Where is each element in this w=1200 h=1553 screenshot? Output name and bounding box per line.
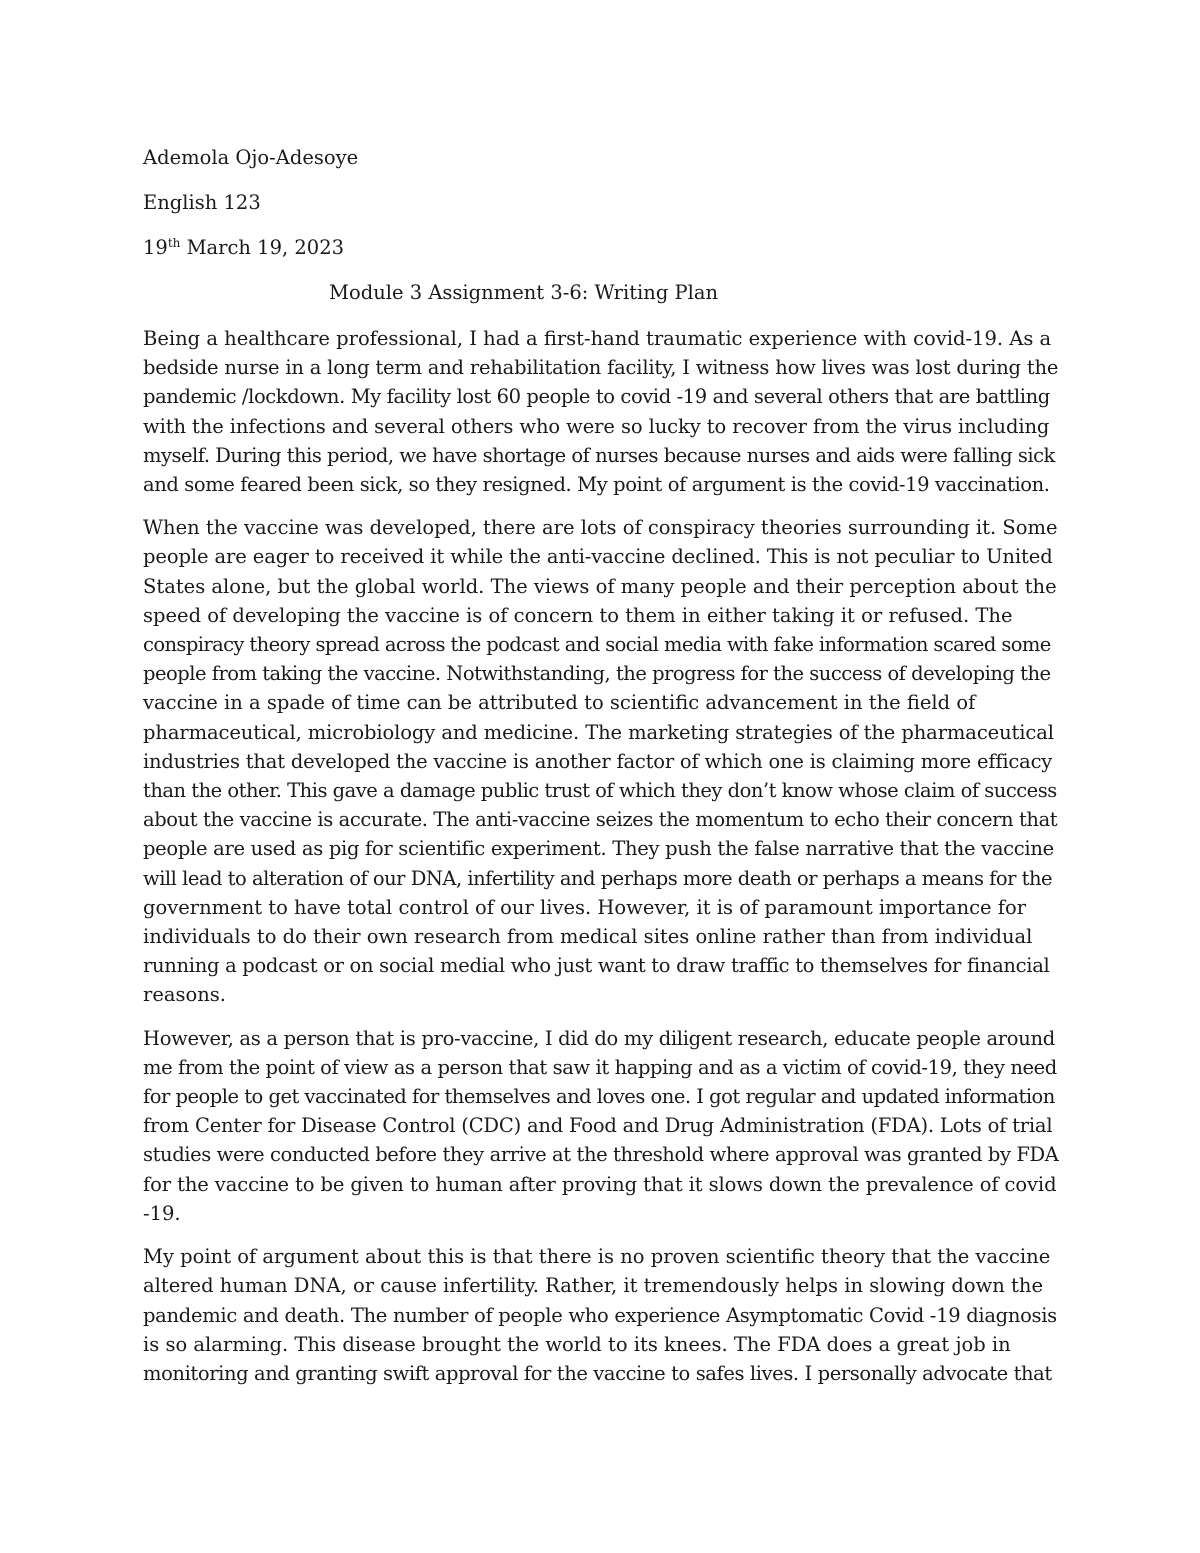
text-line: from Center for Disease Control (CDC) and Food and Drug Administration (FDA). Lots of trial (143, 1114, 1053, 1138)
text-line: pharmaceutical, microbiology and medicine. The marketing strategies of the pharmaceutical (143, 720, 1054, 744)
text-line: reasons. (143, 983, 226, 1007)
text-line: people are eager to received it while the anti-vaccine declined. This is not peculiar to United (143, 545, 1053, 569)
paragraphs (143, 324, 1058, 1388)
text-line: vaccine in a spade of time can be attributed to scientific advancement in the field of (143, 691, 976, 715)
date-rest: March 19, 2023 (180, 236, 345, 259)
document-title: Module 3 Assignment 3-6: Writing Plan (329, 281, 719, 304)
text-line: speed of developing the vaccine is of concern to them in either taking it or refused. The (143, 603, 1013, 627)
text-line: Being a healthcare professional, I had a first-hand traumatic experience with covid-19. As a (143, 327, 1052, 350)
text-line: individuals to do their own research from medical sites online rather than from individual (143, 925, 1033, 949)
paragraph-4 (143, 1242, 1058, 1388)
date-suffix: th (167, 236, 181, 250)
text-line: When the vaccine was developed, there are lots of conspiracy theories surrounding it. Some (143, 516, 1058, 540)
text-line: -19. (143, 1201, 181, 1225)
text-line: conspiracy theory spread across the podcast and social media with fake information scared some (143, 633, 1051, 657)
text-line: industries that developed the vaccine is another factor of which one is claiming more efficacy (143, 749, 1053, 773)
text-line: than the other. This gave a damage public trust of which they don’t know whose claim of success (143, 779, 1057, 803)
text-line: and some feared been sick, so they resigned. My point of argument is the covid-19 vaccination. (143, 473, 1050, 497)
paragraph-3 (143, 1024, 1058, 1228)
text-line: with the infections and several others who were so lucky to recover from the virus including (143, 414, 1050, 438)
text-line: myself. During this period, we have shortage of nurses because nurses and aids were falling sick (143, 443, 1055, 467)
submission-date (143, 233, 1058, 262)
text-line: My point of argument about this is that there is no proven scientific theory that the vaccine (143, 1245, 1051, 1269)
date-day: 19 (143, 236, 168, 259)
text-line: bedside nurse in a long term and rehabilitation facility, I witness how lives was lost during the (143, 356, 1059, 380)
text-line: people are used as pig for scientific experiment. They push the false narrative that the vaccine (143, 837, 1054, 861)
author-name: Ademola Ojo-Adesoye (143, 146, 359, 169)
text-line: studies were conducted before they arrive at the threshold where approval was granted by FDA (143, 1143, 1059, 1167)
paragraph-1 (143, 324, 1058, 499)
text-line: me from the point of view as a person that saw it happing and as a victim of covid-19, they need (143, 1055, 1057, 1079)
text-line: government to have total control of our lives. However, it is of paramount importance for (143, 895, 1027, 919)
document-body (143, 143, 1058, 1402)
text-line: running a podcast or on social medial who just want to draw traffic to themselves for financial (143, 954, 1050, 978)
text-line: will lead to alteration of our DNA, infertility and perhaps more death or perhaps a means for the (143, 866, 1053, 890)
text-line: States alone, but the global world. The views of many people and their perception about the (143, 574, 1057, 598)
course-name: English 123 (143, 191, 261, 214)
paragraph-2 (143, 513, 1058, 1009)
text-line: is so alarming. This disease brought the world to its knees. The FDA does a great job in (143, 1332, 1011, 1356)
text-line: pandemic and death. The number of people who experience Asymptomatic Covid -19 diagnosis (143, 1303, 1057, 1327)
text-line: pandemic /lockdown. My facility lost 60 people to covid -19 and several others that are battling (143, 385, 1050, 409)
text-line: for people to get vaccinated for themselves and loves one. I got regular and updated information (143, 1085, 1055, 1109)
text-line: for the vaccine to be given to human after proving that it slows down the prevalence of covid (143, 1172, 1057, 1196)
text-line: monitoring and granting swift approval for the vaccine to safes lives. I personally advocate that (143, 1361, 1052, 1385)
text-line: about the vaccine is accurate. The anti-vaccine seizes the momentum to echo their concern that (143, 808, 1058, 832)
text-line: However, as a person that is pro-vaccine, I did do my diligent research, educate people around (143, 1026, 1055, 1050)
text-line: altered human DNA, or cause infertility. Rather, it tremendously helps in slowing down the (143, 1274, 1043, 1298)
text-line: people from taking the vaccine. Notwithstanding, the progress for the success of developing the (143, 662, 1051, 686)
